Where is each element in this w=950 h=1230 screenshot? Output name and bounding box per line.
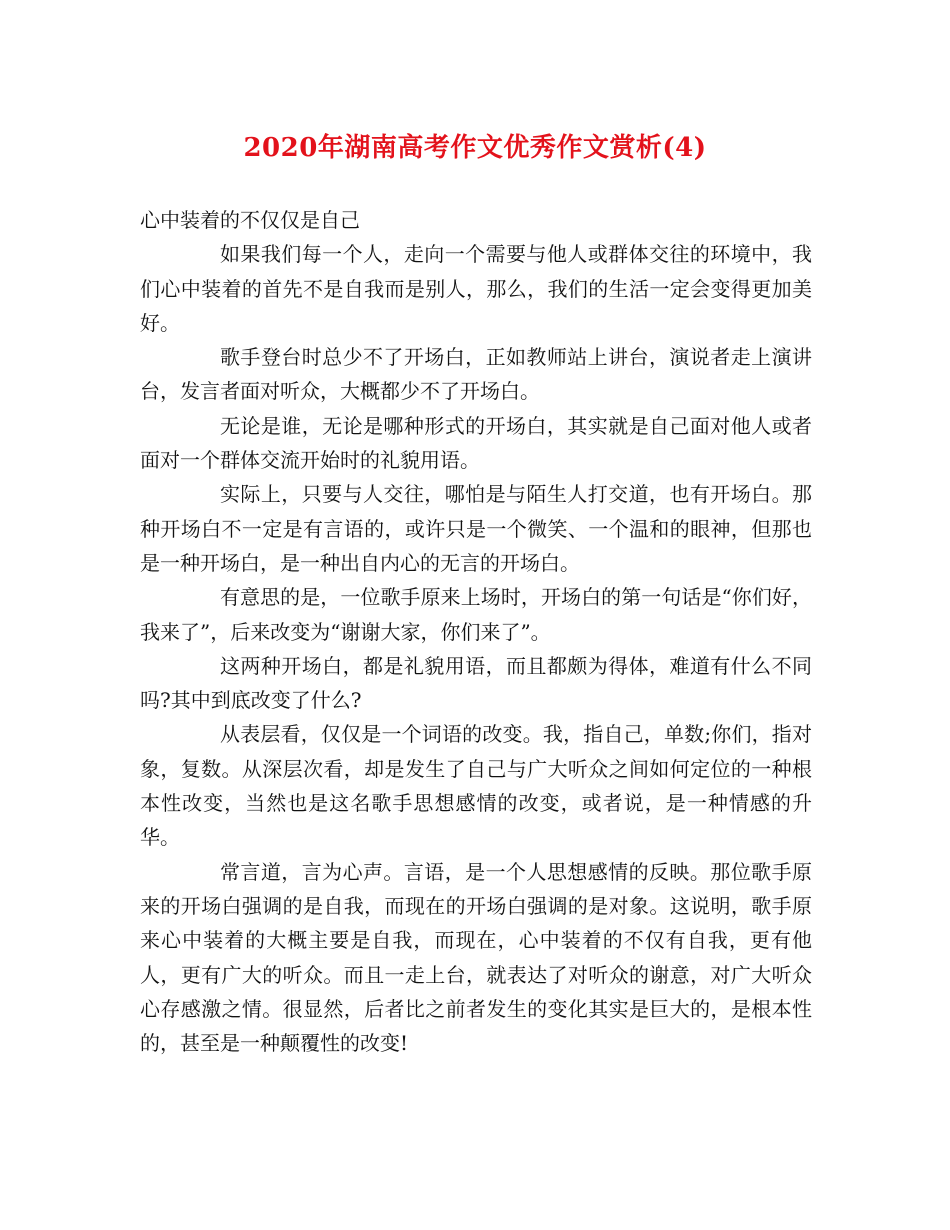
document-body (140, 203, 812, 1060)
essay-subtitle: 心中装着的不仅仅是自己 (140, 208, 360, 232)
paragraph: 从表层看，仅仅是一个词语的改变。我，指自己，单数;你们，指对象，复数。从深层次看，却是发生了自己与广大听众之间如何定位的一种根本性改变，当然也是这名歌手思想感情的改变，或者说，是一种情感的升华。 (140, 722, 812, 850)
paragraph: 无论是谁，无论是哪种形式的开场白，其实就是自己面对他人或者面对一个群体交流开始时的礼貌用语。 (140, 413, 812, 473)
paragraph: 歌手登台时总少不了开场白，正如教师站上讲台，演说者走上演讲台，发言者面对听众，大概都少不了开场白。 (140, 345, 812, 404)
paragraph: 这两种开场白，都是礼貌用语，而且都颇为得体，难道有什么不同吗?其中到底改变了什么? (140, 653, 812, 713)
paragraph: 常言道，言为心声。言语，是一个人思想感情的反映。那位歌手原来的开场白强调的是自我，而现在的开场白强调的是对象。这说明，歌手原来心中装着的大概主要是自我，而现在，心中装着的不仅有自我，更有他人，更有广大的听众。而且一走上台，就表达了对听众的谢意，对广大听众心存感激之情。很显然，后者比之前者发生的变化其实是巨大的，是根本性的，甚至是一种颠覆性的改变! (140, 859, 812, 1056)
paragraph: 实际上，只要与人交往，哪怕是与陌生人打交道，也有开场白。那种开场白不一定是有言语的，或许只是一个微笑、一个温和的眼神，但那也是一种开场白，是一种出自内心的无言的开场白。 (140, 482, 812, 575)
document-title: 2020年湖南高考作文优秀作文赏析(4) (243, 133, 707, 163)
paragraph: 有意思的是，一位歌手原来上场时，开场白的第一句话是“你们好，我来了”，后来改变为“谢谢大家，你们来了”。 (140, 585, 812, 644)
paragraph: 如果我们每一个人，走向一个需要与他人或群体交往的环境中，我们心中装着的首先不是自我而是别人，那么，我们的生活一定会变得更加美好。 (140, 242, 812, 335)
